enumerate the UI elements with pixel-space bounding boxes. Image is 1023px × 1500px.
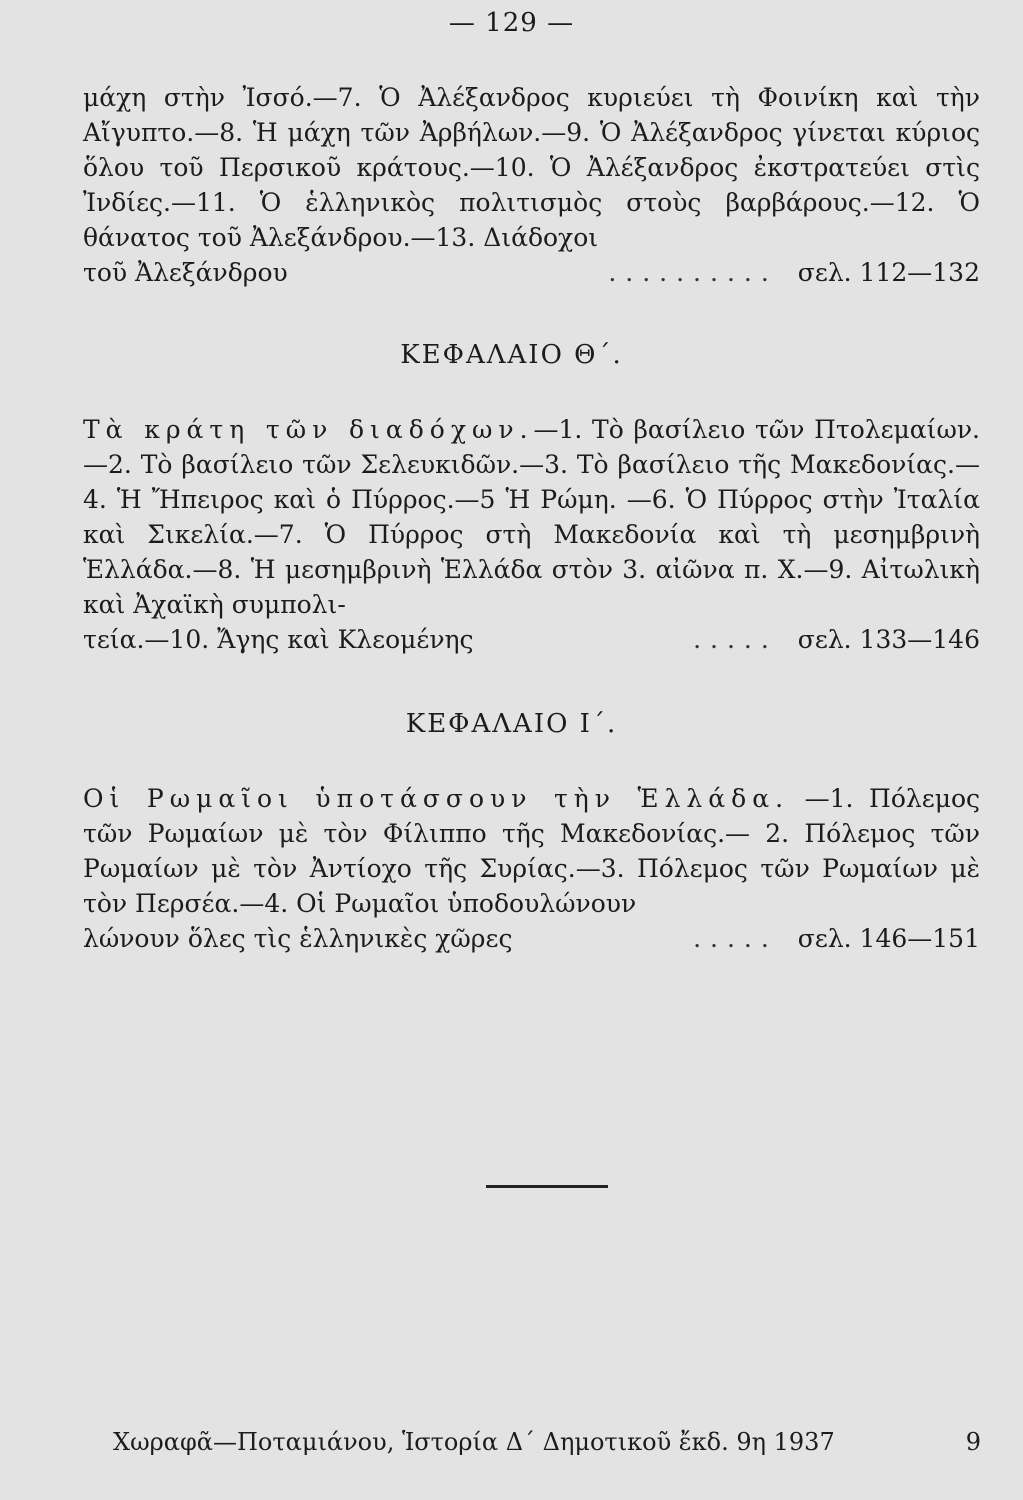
chapter-iota-last-line bbox=[83, 921, 980, 956]
chapter-iota-pages: σελ. 146—151 bbox=[797, 924, 980, 953]
chapter-theta-entry bbox=[83, 412, 980, 657]
section-h-pages: σελ. 112—132 bbox=[797, 258, 980, 287]
chapter-theta-last-text: τεία.—10. Ἄγης καὶ Κλεομένης bbox=[83, 625, 474, 654]
leader-dots: ..... bbox=[693, 625, 778, 654]
footer-citation: Χωραφᾶ—Ποταμιάνου, Ἱστορία Δ΄ Δημοτικοῦ ἔκδ. 9η 1937 bbox=[113, 1428, 835, 1456]
chapter-theta-paragraph bbox=[83, 412, 980, 622]
chapter-iota-paragraph bbox=[83, 781, 980, 921]
section-h-last-line bbox=[83, 255, 980, 290]
chapter-theta-text: —1. Τὸ βασίλειο τῶν Πτολεμαίων.—2. Τὸ βασίλειο τῶν Σελευκιδῶν.—3. Τὸ βασίλειο τῆς Μακεδονίας.—4. Ἡ Ἤπειρος καὶ ὁ Πύρρος.—5 Ἡ Ρώμη. —6. Ὁ Πύρρος στὴν Ἰταλία καὶ Σικελία.—7. Ὁ Πύρρος στὴ Μακεδονία καὶ τὴ μεσημβρινὴ Ἑλλάδα.—8. Ἡ μεσημβρινὴ Ἑλλάδα στὸν 3. αἰῶνα π. Χ.—9. Αἰτωλικὴ καὶ Ἀχαϊκὴ συμπολι- bbox=[83, 415, 981, 619]
chapter-iota-text: —1. Πόλεμος τῶν Ρωμαίων μὲ τὸν Φίλιππο τῆς Μακεδονίας.— 2. Πόλεμος τῶν Ρωμαίων μὲ τὸν Ἀντίοχο τῆς Συρίας.—3. Πόλεμος τῶν Ρωμαίων μὲ τὸν Περσέα.—4. Οἱ Ρωμαῖοι ὑποδουλώνουν bbox=[83, 784, 980, 918]
divider-rule bbox=[486, 1185, 608, 1188]
chapter-iota-last-text: λώνουν ὅλες τὶς ἑλληνικὲς χῶρες bbox=[83, 924, 513, 953]
section-h-entry bbox=[83, 80, 980, 290]
chapter-theta-pages: σελ. 133—146 bbox=[797, 625, 980, 654]
chapter-iota-entry bbox=[83, 781, 980, 956]
chapter-iota-subtitle: Οἱ Ρωμαῖοι ὑποτάσσουν τὴν Ἑλλάδα. bbox=[83, 784, 790, 813]
chapter-theta-subtitle: Τὰ κράτη τῶν διαδόχων. bbox=[83, 415, 534, 444]
signature-mark: 9 bbox=[965, 1428, 981, 1456]
page-number: — 129 — bbox=[448, 8, 575, 38]
chapter-theta-heading: ΚΕΦΑΛΑΙΟ Θ΄. bbox=[400, 340, 623, 370]
footer bbox=[113, 1428, 981, 1456]
section-h-text: μάχη στὴν Ἰσσό.—7. Ὁ Ἀλέξανδρος κυριεύει τὴ Φοινίκη καὶ τὴν Αἴγυπτο.—8. Ἡ μάχη τῶν Ἀρβήλων.—9. Ὁ Ἀλέξανδρος γίνεται κύριος ὅλου τοῦ Περσικοῦ κράτους.—10. Ὁ Ἀλέξανδρος ἐκστρατεύει στὶς Ἰνδίες.—11. Ὁ ἑλληνικὸς πολιτισμὸς στοὺς βαρβάρους.—12. Ὁ θάνατος τοῦ Ἀλεξάνδρου.—13. Διάδοχοι bbox=[83, 83, 980, 252]
leader-dots: .......... bbox=[608, 258, 778, 287]
chapter-theta-last-line bbox=[83, 622, 980, 657]
leader-dots: ..... bbox=[693, 924, 778, 953]
section-h-last-text: τοῦ Ἀλεξάνδρου bbox=[83, 258, 288, 287]
chapter-iota-heading: ΚΕΦΑΛΑΙΟ Ι΄. bbox=[405, 709, 618, 739]
